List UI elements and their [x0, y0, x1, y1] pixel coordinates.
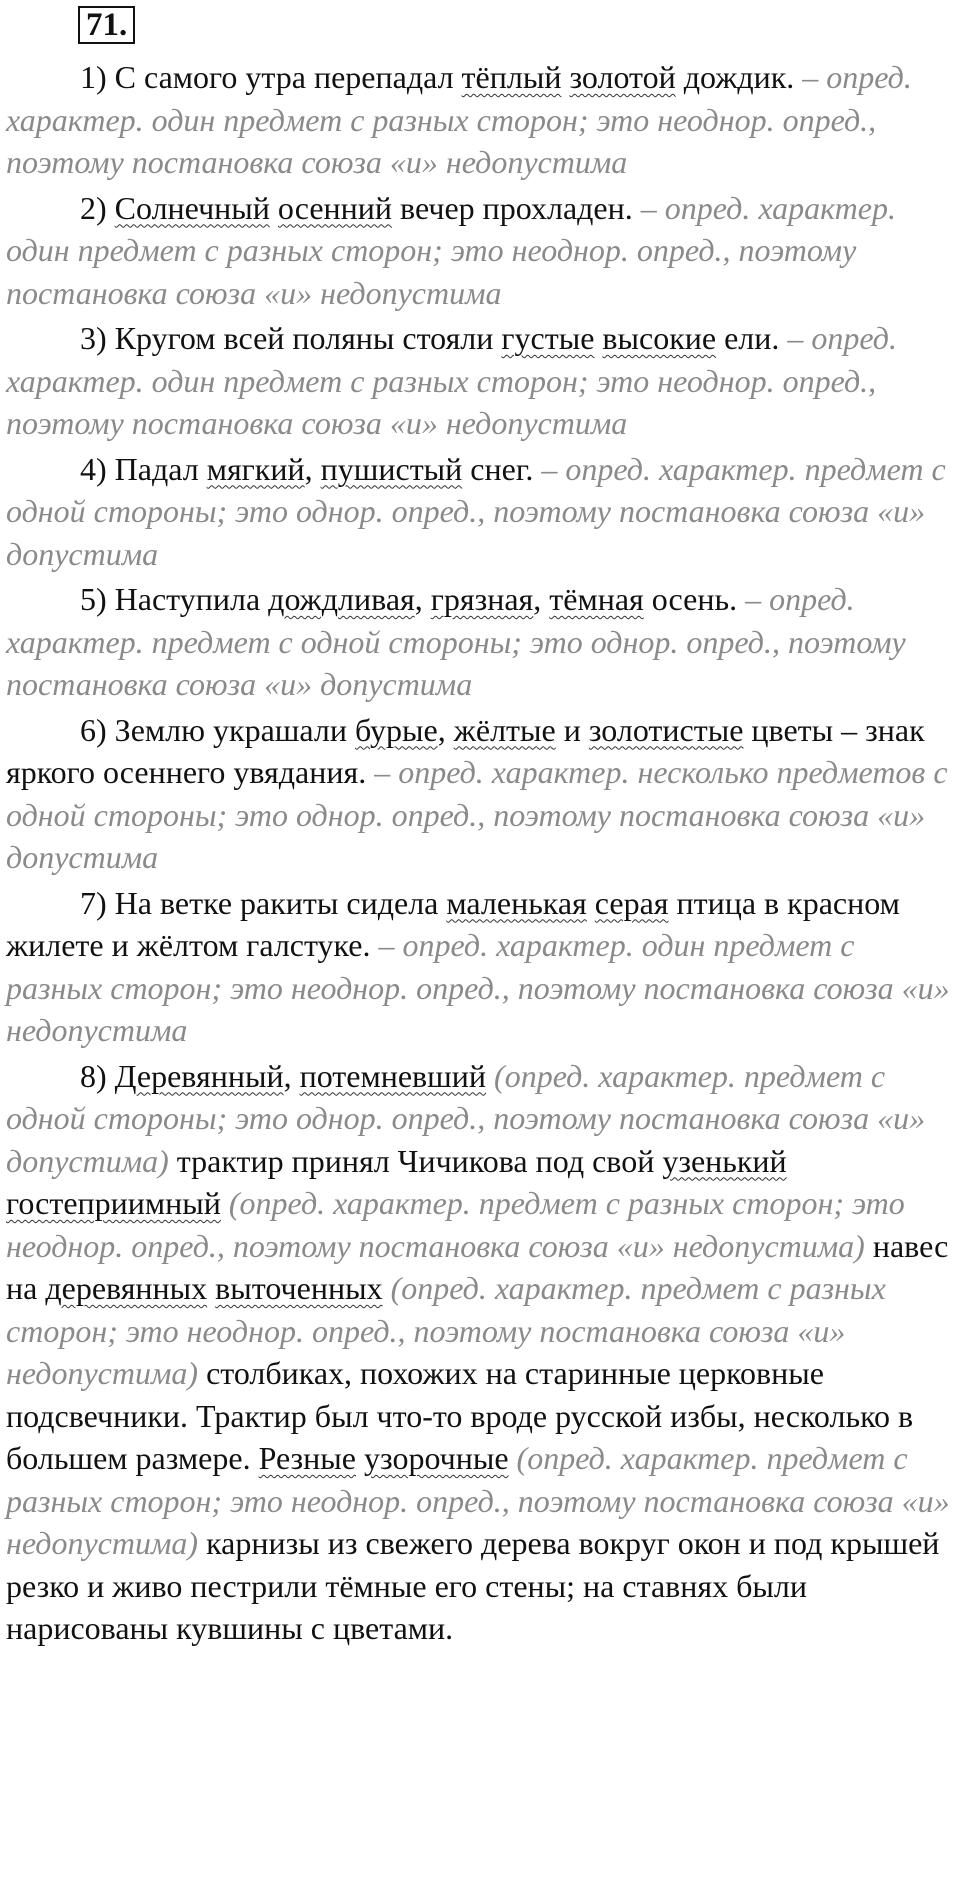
sentence-item	[6, 187, 954, 315]
underlined-word: Резные	[258, 1440, 356, 1476]
sentence-text	[356, 1440, 364, 1476]
comment-text: – опред. характер. несколько предметов с одной стороны; это однор. опред., поэтому постановка союза «и» допустима	[6, 754, 948, 875]
sentence-text: 6) Землю украшали	[80, 711, 355, 748]
sentence-item	[6, 448, 954, 576]
sentence-text: трактир принял Чичикова под свой	[168, 1142, 663, 1179]
sentence-text	[509, 1440, 517, 1476]
sentence-text: и	[555, 711, 589, 748]
sentence-text: ели.	[716, 320, 788, 356]
comment-text: (опред. характер. предмет с одной стороны; это однор. опред., поэтому постановка союза «и» допустима)	[6, 1057, 926, 1179]
underlined-word: маленькая	[446, 884, 587, 921]
sentence-text: ,	[414, 581, 431, 617]
underlined-word: узорочные	[364, 1440, 509, 1476]
sentence-text: столбиках, похожих на старинные церковные подсвечники. Трактир был что-то вроде русской избы, несколько в большем размере.	[6, 1355, 914, 1476]
underlined-word: дождливая	[268, 581, 415, 617]
sentence-text: 2)	[80, 189, 115, 226]
exercise-number: 71.	[78, 6, 135, 44]
underlined-word: пушистый	[320, 450, 463, 487]
comment-text: – опред. характер. один предмет с разных сторон; это неоднор. опред., поэтому постановка союза «и» недопустима	[6, 189, 896, 311]
comment-text: – опред. характер. один предмет с разных сторон; это неоднор. опред., поэтому постановка союза «и» недопустима	[6, 59, 912, 180]
sentence-text: 4) Падал	[80, 450, 207, 487]
sentence-text: 1) С самого утра перепадал	[80, 59, 462, 95]
sentence-item	[6, 578, 954, 706]
underlined-word: мягкий	[206, 450, 305, 487]
sentence-text: 7) На ветке ракиты сидела	[80, 884, 447, 921]
comment-text: – опред. характер. предмет с одной стороны; это однор. опред., поэтому постановка союза «и» допустима	[6, 450, 946, 572]
sentence-text	[270, 190, 278, 226]
comment-text: (опред. характер. предмет с разных сторон; это неоднор. опред., поэтому постановка союза «и» недопустима)	[6, 1440, 950, 1561]
sentence-item	[6, 882, 954, 1052]
underlined-word: узенький	[662, 1142, 787, 1179]
underlined-word: золотой	[569, 59, 676, 95]
sentence-text: снег.	[462, 450, 542, 487]
sentence-item	[6, 317, 954, 445]
underlined-word: бурые	[354, 711, 438, 748]
comment-text: – опред. характер. один предмет с разных сторон; это неоднор. опред., поэтому постановка союза «и» недопустима	[6, 927, 950, 1048]
sentence-text	[486, 1058, 494, 1094]
sentence-text: 8)	[80, 1057, 115, 1094]
comment-text: (опред. характер. предмет с разных сторон; это неоднор. опред., поэтому постановка союза «и» недопустима)	[6, 1185, 905, 1264]
sentence-text: ,	[283, 1057, 300, 1094]
sentence-item	[6, 709, 954, 879]
sentence-item	[6, 56, 954, 184]
sentence-text: ,	[304, 450, 321, 487]
sentence-text: ,	[437, 711, 454, 748]
underlined-word: тёплый	[461, 59, 562, 95]
underlined-word: Солнечный	[114, 189, 270, 226]
underlined-word: жёлтые	[453, 711, 556, 748]
sentence-text: дождик.	[675, 59, 803, 95]
underlined-word: гостеприимный	[6, 1185, 221, 1221]
underlined-word: густые	[501, 320, 595, 356]
underlined-word: потемневший	[299, 1057, 487, 1094]
sentence-text: карнизы из свежего дерева вокруг окон и под крышей резко и живо пестрили тёмные его стены; на ставнях были нарисованы кувшины с цветами.	[6, 1525, 940, 1646]
sentence-text: осень.	[643, 581, 746, 617]
sentence-text: цветы – знак яркого осеннего увядания.	[6, 711, 925, 790]
sentence-text	[207, 1270, 215, 1306]
underlined-word: Деревянный	[114, 1057, 284, 1094]
sentence-text: вечер прохладен.	[392, 189, 641, 226]
underlined-word: деревянных	[45, 1270, 208, 1306]
underlined-word: грязная	[430, 581, 534, 617]
underlined-word: серая	[594, 884, 669, 921]
underlined-word: высокие	[602, 320, 717, 356]
sentence-text	[221, 1185, 229, 1221]
comment-text: (опред. характер. предмет с разных сторон; это неоднор. опред., поэтому постановка союза «и» недопустима)	[6, 1270, 886, 1391]
sentence-text: 3) Кругом всей поляны стояли	[80, 320, 502, 356]
sentence-text: ,	[533, 581, 550, 617]
underlined-word: выточенных	[215, 1270, 383, 1306]
exercise-text	[6, 56, 954, 1653]
sentence-item	[6, 1055, 954, 1650]
sentence-text	[587, 885, 595, 921]
sentence-text: 5) Наступила	[80, 581, 269, 617]
underlined-word: золотистые	[588, 711, 744, 748]
sentence-text: птица в красном жилете и жёлтом галстуке.	[6, 884, 900, 963]
sentence-text	[383, 1270, 391, 1306]
underlined-word: осенний	[277, 189, 393, 226]
underlined-word: тёмная	[549, 581, 644, 617]
sentence-text: навес на	[6, 1227, 949, 1306]
comment-text: – опред. характер. один предмет с разных сторон; это неоднор. опред., поэтому постановка союза «и» недопустима	[6, 320, 897, 441]
comment-text: – опред. характер. предмет с одной стороны; это однор. опред., поэтому постановка союза «и» допустима	[6, 581, 906, 702]
